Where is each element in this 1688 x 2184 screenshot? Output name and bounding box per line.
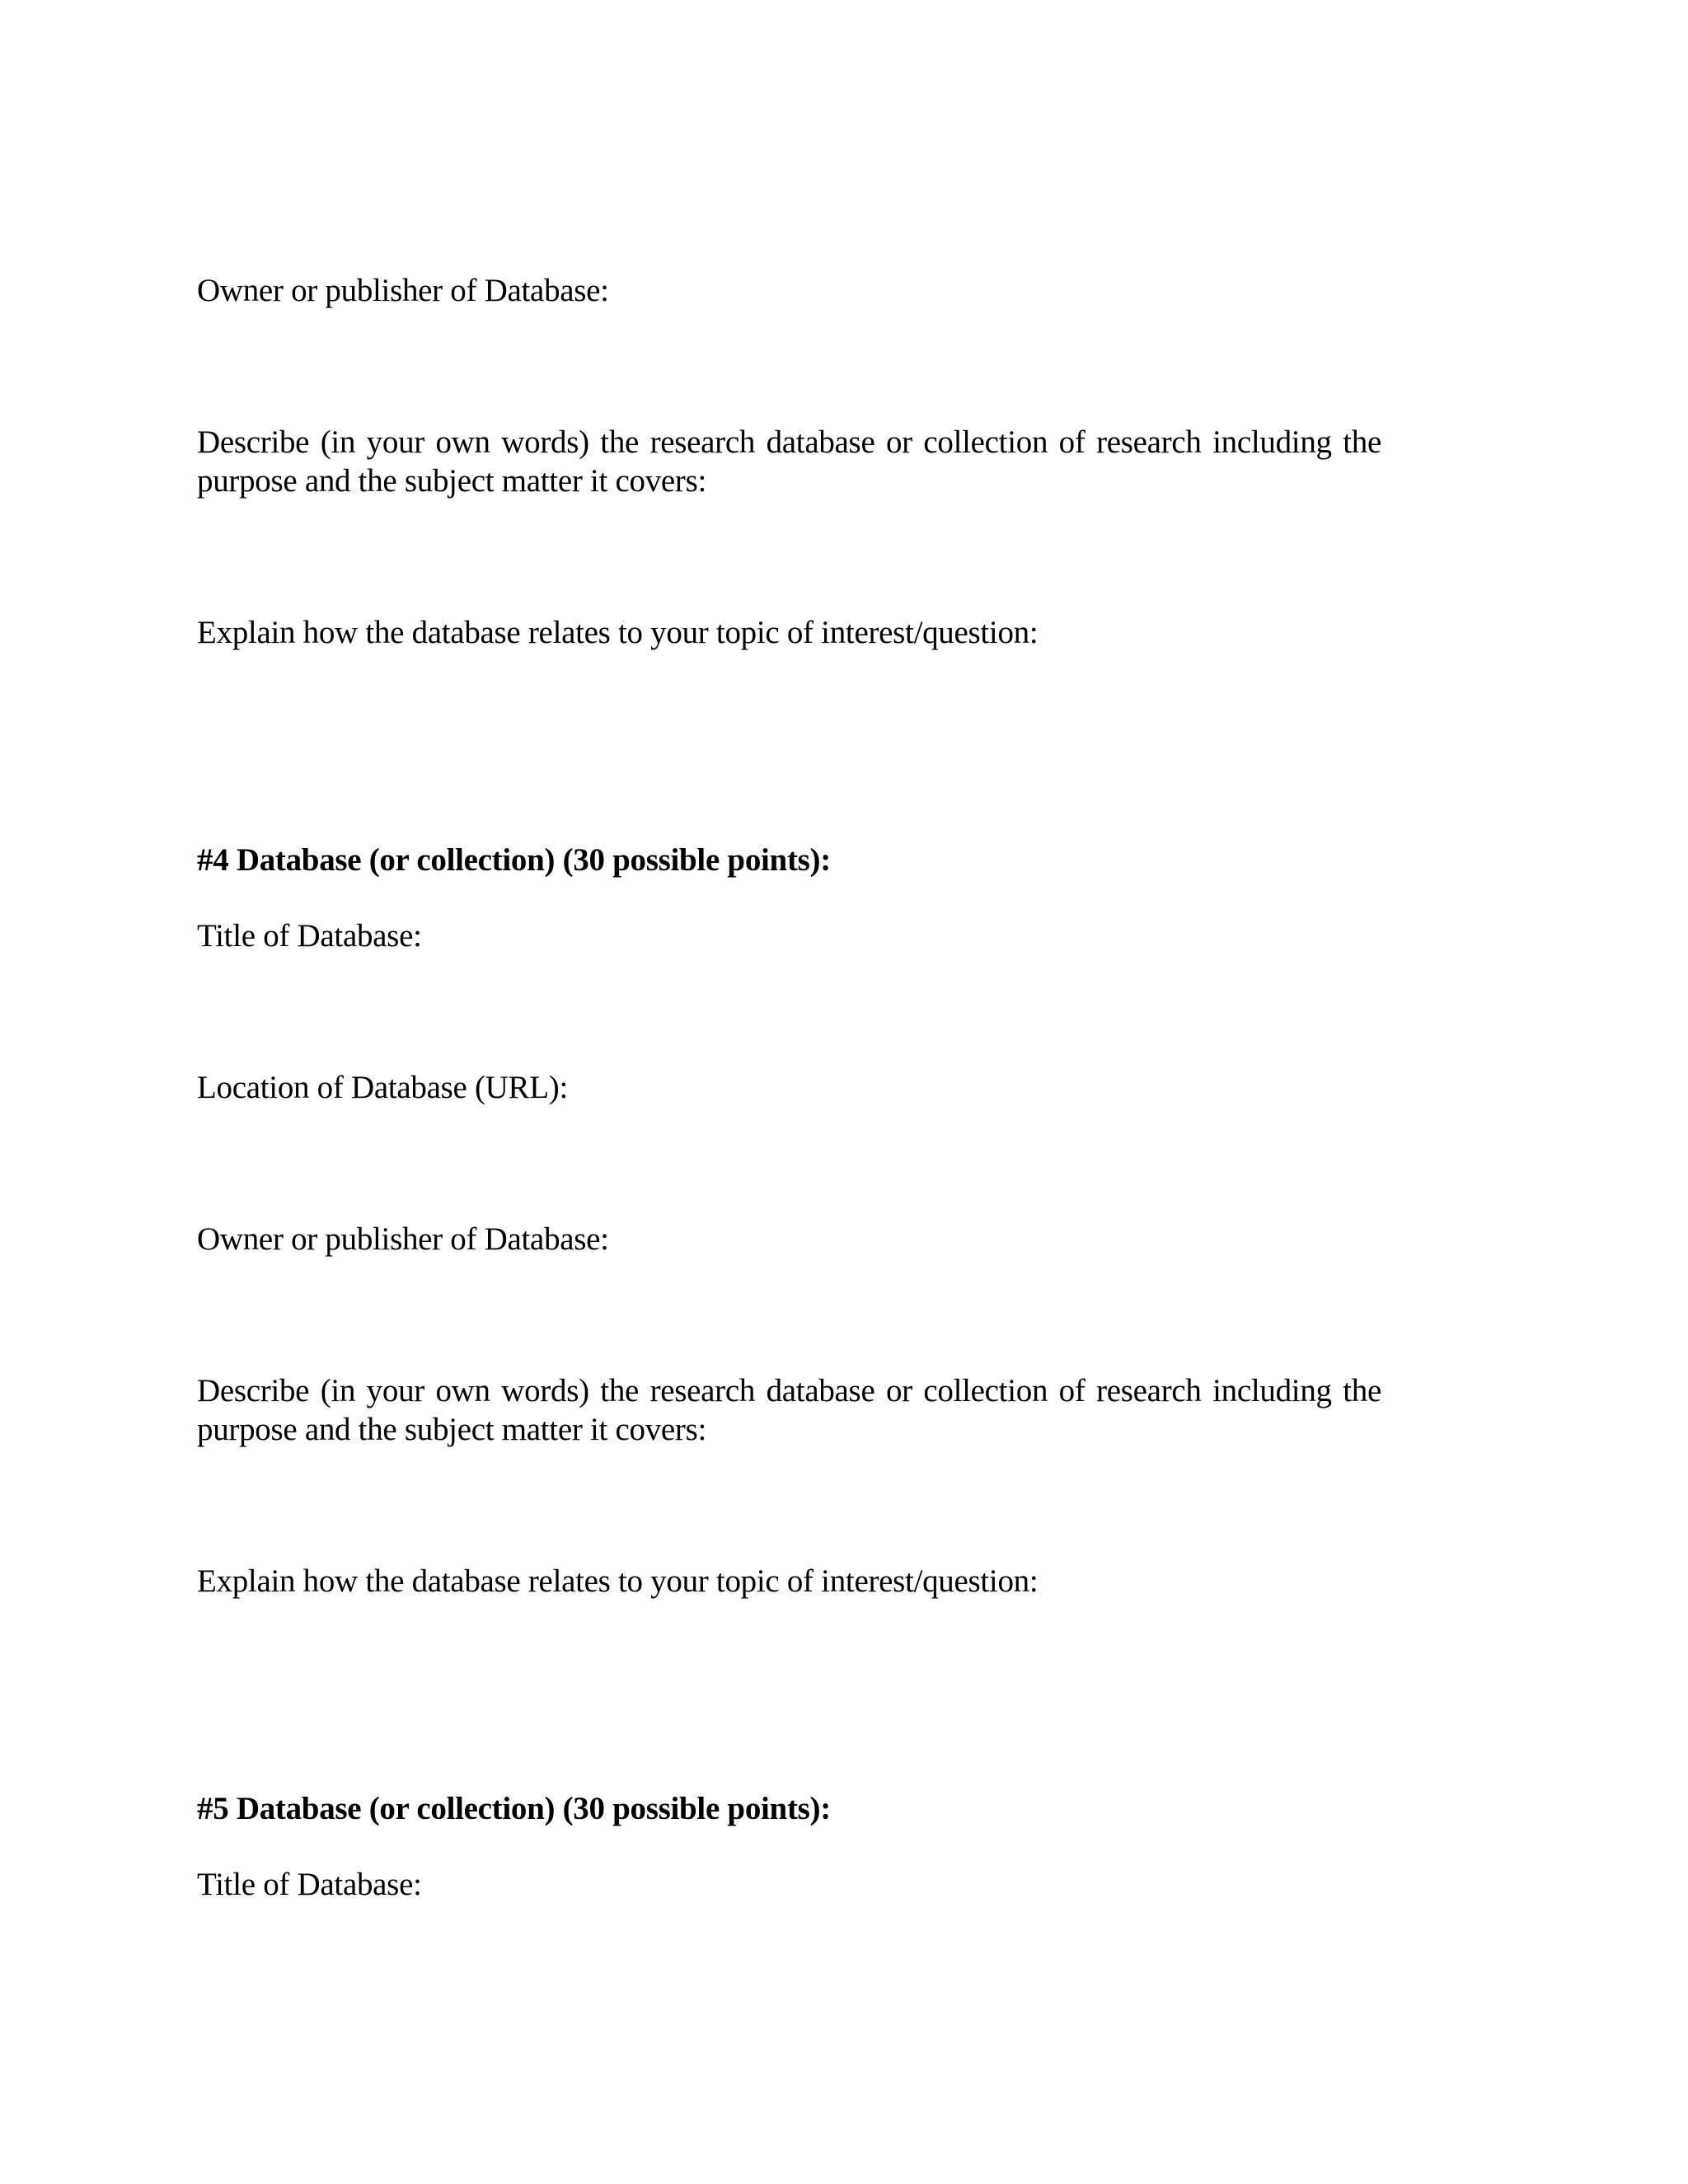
location-prompt: Location of Database (URL): [197,1070,568,1105]
explain-prompt: Explain how the database relates to your topic of interest/question: [197,1563,1039,1599]
describe-prompt-line1: Describe (in your own words) the research database or collection of research including the [197,1373,1381,1408]
section-heading-4: #4 Database (or collection) (30 possible points): [197,842,831,878]
describe-prompt-line2: purpose and the subject matter it covers: [197,1412,707,1447]
section-heading-5: #5 Database (or collection) (30 possible points): [197,1791,831,1826]
describe-prompt-line1: Describe (in your own words) the research database or collection of research including the [197,424,1381,460]
title-prompt: Title of Database: [197,1867,422,1902]
owner-prompt: Owner or publisher of Database: [197,273,609,308]
explain-prompt: Explain how the database relates to your topic of interest/question: [197,615,1039,650]
describe-prompt-line2: purpose and the subject matter it covers: [197,463,707,499]
title-prompt: Title of Database: [197,918,422,954]
owner-prompt: Owner or publisher of Database: [197,1221,609,1257]
